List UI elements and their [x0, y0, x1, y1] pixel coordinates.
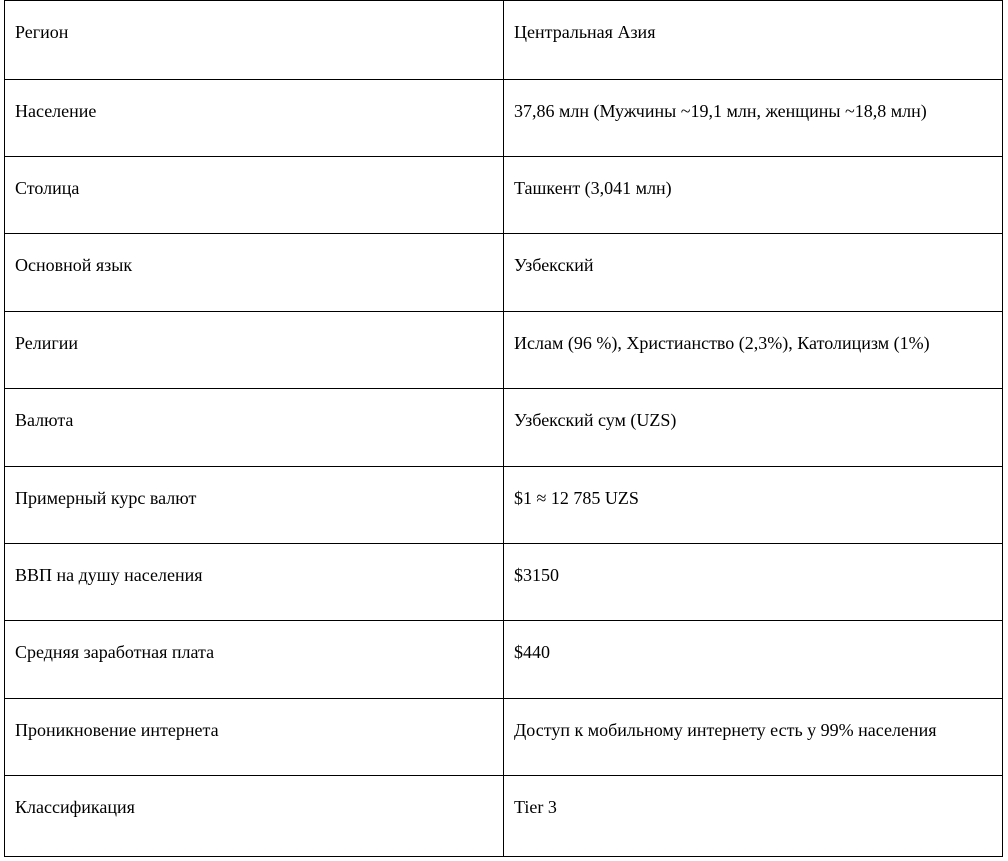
row-label: Население [5, 79, 504, 156]
row-label: Проникновение интернета [5, 698, 504, 775]
row-label: ВВП на душу населения [5, 543, 504, 620]
table-row-region [5, 1, 1003, 80]
table-row-exchange-rate [5, 466, 1003, 543]
table-row-population [5, 79, 1003, 156]
table-row-language [5, 234, 1003, 311]
row-value: $1 ≈ 12 785 UZS [504, 466, 1003, 543]
row-value: $440 [504, 621, 1003, 698]
row-label: Регион [5, 1, 504, 80]
row-value: Ташкент (3,041 млн) [504, 156, 1003, 233]
row-value: Центральная Азия [504, 1, 1003, 80]
row-label: Средняя заработная плата [5, 621, 504, 698]
row-value: Узбекский [504, 234, 1003, 311]
row-label: Классификация [5, 776, 504, 857]
row-value: Tier 3 [504, 776, 1003, 857]
row-label: Религии [5, 311, 504, 388]
table-row-classification [5, 776, 1003, 857]
country-info-table [4, 0, 1003, 857]
row-value: Доступ к мобильному интернету есть у 99% населения [504, 698, 1003, 775]
table-row-gdp-per-capita [5, 543, 1003, 620]
table-row-internet-penetration [5, 698, 1003, 775]
row-label: Основной язык [5, 234, 504, 311]
row-label: Столица [5, 156, 504, 233]
row-label: Примерный курс валют [5, 466, 504, 543]
row-value: Узбекский сум (UZS) [504, 389, 1003, 466]
table-row-religions [5, 311, 1003, 388]
table-row-currency [5, 389, 1003, 466]
row-value: $3150 [504, 543, 1003, 620]
row-value: 37,86 млн (Мужчины ~19,1 млн, женщины ~18,8 млн) [504, 79, 1003, 156]
row-label: Валюта [5, 389, 504, 466]
row-value: Ислам (96 %), Христианство (2,3%), Католицизм (1%) [504, 311, 1003, 388]
table-row-capital [5, 156, 1003, 233]
table-row-average-salary [5, 621, 1003, 698]
